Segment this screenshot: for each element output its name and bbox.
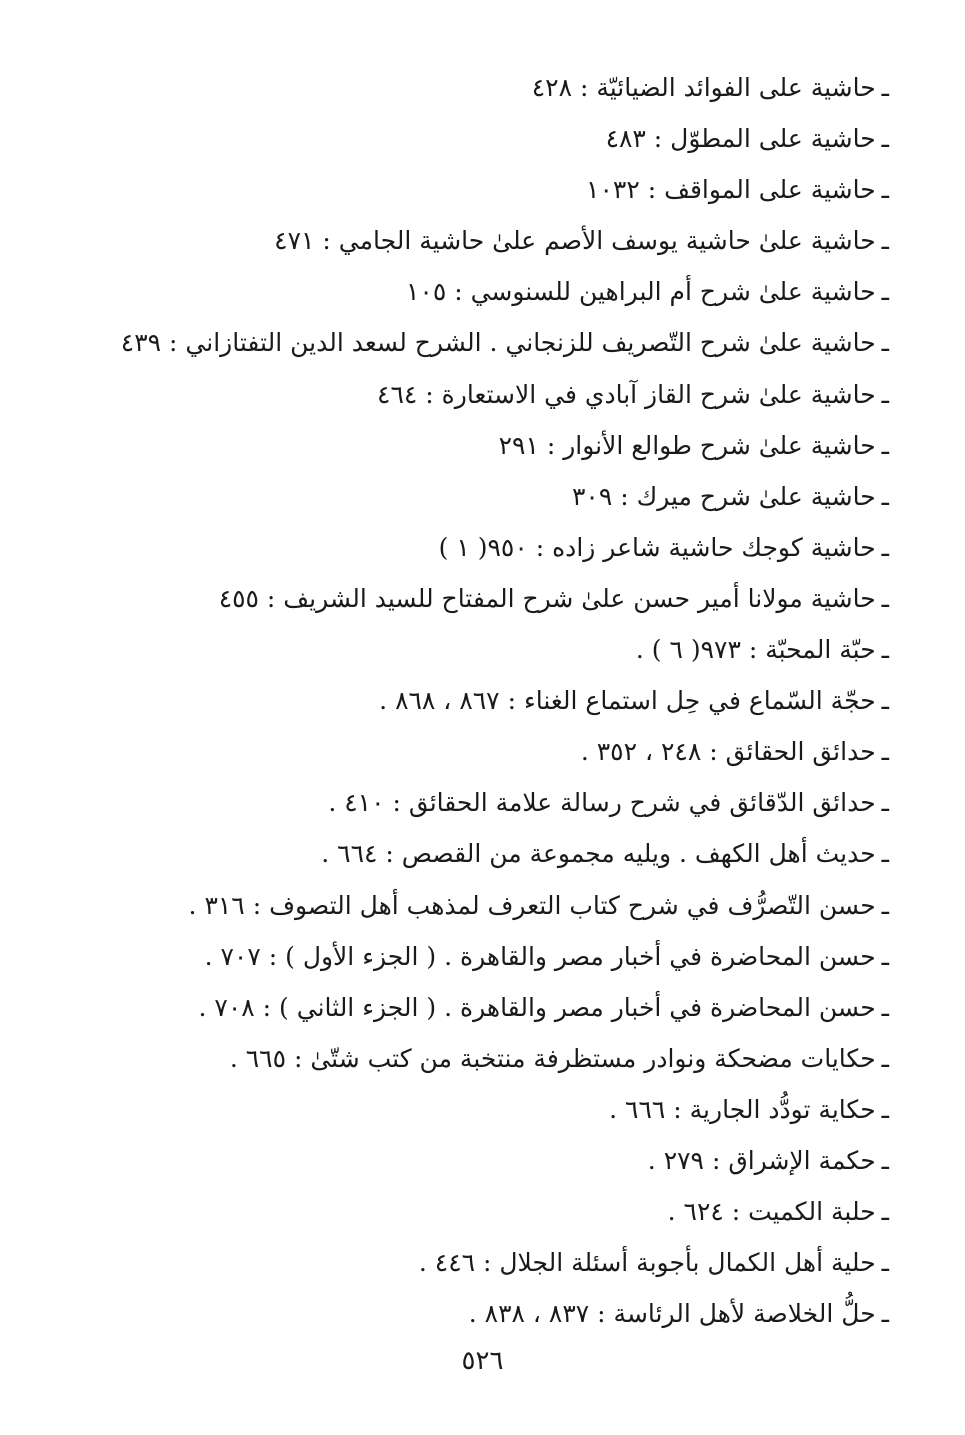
entry-text: حلية أهل الكمال بأجوبة أسئلة الجلال : ٤٤٦ . (418, 1248, 876, 1278)
index-entry (89, 317, 889, 368)
entry-dash: ـ (881, 226, 889, 256)
entry-text: حاشية علىٰ حاشية يوسف الأصم علىٰ حاشية الجامي : ٤٧١ (274, 226, 876, 256)
entry-text: حاشية علىٰ شرح التّصريف للزنجاني . الشرح لسعد الدين التفتازاني : ٤٣٩ (120, 328, 876, 358)
index-entry (89, 215, 889, 266)
index-entry (89, 266, 889, 317)
entry-dash: ـ (881, 277, 889, 307)
entry-text: حدائق الحقائق : ٢٤٨ ، ٣٥٢ . (580, 737, 876, 767)
entry-dash: ـ (881, 890, 889, 920)
index-entry (89, 573, 889, 624)
index-entry-list (89, 62, 889, 1339)
page-number: ٥٢٦ (461, 1346, 504, 1376)
entry-text: حكاية تودُّد الجارية : ٦٦٦ . (609, 1094, 876, 1124)
entry-text: حجّة السّماع في حِل استماع الغناء : ٨٦٧ ، ٨٦٨ . (379, 686, 876, 716)
entry-dash: ـ (881, 73, 889, 102)
entry-dash: ـ (881, 992, 889, 1022)
entry-dash: ـ (881, 1094, 889, 1124)
entry-dash: ـ (881, 1299, 889, 1329)
entry-text: حاشية علىٰ شرح القاز آبادي في الاستعارة : ٤٦٤ (377, 379, 876, 409)
entry-dash: ـ (881, 532, 889, 562)
entry-text: حاشية على المطوّل : ٤٨٣ (605, 124, 876, 154)
entry-text: حسن التّصرُّف في شرح كتاب التعرف لمذهب أهل التصوف : ٣١٦ . (188, 890, 876, 920)
entry-dash: ـ (881, 1248, 889, 1278)
entry-dash: ـ (881, 1043, 889, 1073)
entry-dash: ـ (881, 941, 889, 971)
entry-text: حلبة الكميت : ٦٢٤ . (667, 1197, 876, 1227)
entry-text: حكمة الإشراق : ٢٧٩ . (647, 1145, 876, 1175)
entry-text: حاشية علىٰ شرح أم البراهين للسنوسي : ١٠٥ (405, 277, 876, 307)
index-entry (89, 777, 889, 828)
entry-text: حاشية علىٰ شرح ميرك : ٣٠٩ (572, 481, 876, 511)
entry-text: حسن المحاضرة في أخبار مصر والقاهرة . ( الجزء الأول ) : ٧٠٧ . (204, 941, 876, 971)
index-entry (89, 931, 889, 982)
entry-text: حسن المحاضرة في أخبار مصر والقاهرة . ( الجزء الثاني ) : ٧٠٨ . (198, 992, 876, 1022)
entry-text: حلُّ الخلاصة لأهل الرئاسة : ٨٣٧ ، ٨٣٨ . (468, 1299, 876, 1329)
entry-text: حدائق الدّقائق في شرح رسالة علامة الحقائق : ٤١٠ . (328, 788, 876, 818)
entry-text: حبّة المحبّة : ٩٧٣( ٦ ) . (635, 635, 876, 665)
entry-dash: ـ (881, 583, 889, 613)
entry-text: حاشية على المواقف : ١٠٣٢ (586, 175, 876, 205)
index-entry (89, 624, 889, 675)
index-entry (89, 828, 889, 879)
entry-dash: ـ (881, 1197, 889, 1227)
entry-text: حديث أهل الكهف . ويليه مجموعة من القصص : ٦٦٤ . (321, 839, 876, 869)
entry-text: حاشية كوجك حاشية شاعر زاده : ٩٥٠( ١ ) (438, 532, 876, 562)
entry-text: حاشية علىٰ شرح طوالع الأنوار : ٢٩١ (498, 430, 876, 460)
entry-dash: ـ (881, 175, 889, 205)
entry-text: حاشية مولانا أمير حسن علىٰ شرح المفتاح للسيد الشريف : ٤٥٥ (218, 583, 876, 613)
index-entry (89, 522, 889, 573)
entry-dash: ـ (881, 686, 889, 716)
entry-dash: ـ (881, 788, 889, 818)
index-entry (89, 982, 889, 1033)
entry-dash: ـ (881, 481, 889, 511)
entry-dash: ـ (881, 635, 889, 665)
index-entry (89, 1033, 889, 1084)
index-entry (89, 471, 889, 522)
entry-text: حكايات مضحكة ونوادر مستظرفة منتخبة من كتب شتّىٰ : ٦٦٥ . (229, 1043, 876, 1073)
entry-dash: ـ (881, 737, 889, 767)
index-entry (89, 1237, 889, 1288)
index-entry (89, 675, 889, 726)
index-entry (89, 1186, 889, 1237)
index-entry (89, 1288, 889, 1339)
entry-dash: ـ (881, 124, 889, 154)
index-entry (89, 62, 889, 113)
index-entry (89, 1084, 889, 1135)
entry-text: حاشية على الفوائد الضيائيّة : ٤٢٨ (531, 73, 876, 102)
index-entry (89, 369, 889, 420)
index-entry (89, 726, 889, 777)
index-entry (89, 113, 889, 164)
index-entry (89, 1135, 889, 1186)
index-entry (89, 880, 889, 931)
entry-dash: ـ (881, 379, 889, 409)
entry-dash: ـ (881, 839, 889, 869)
entry-dash: ـ (881, 430, 889, 460)
index-entry (89, 420, 889, 471)
index-entry (89, 164, 889, 215)
entry-dash: ـ (881, 328, 889, 358)
entry-dash: ـ (881, 1145, 889, 1175)
